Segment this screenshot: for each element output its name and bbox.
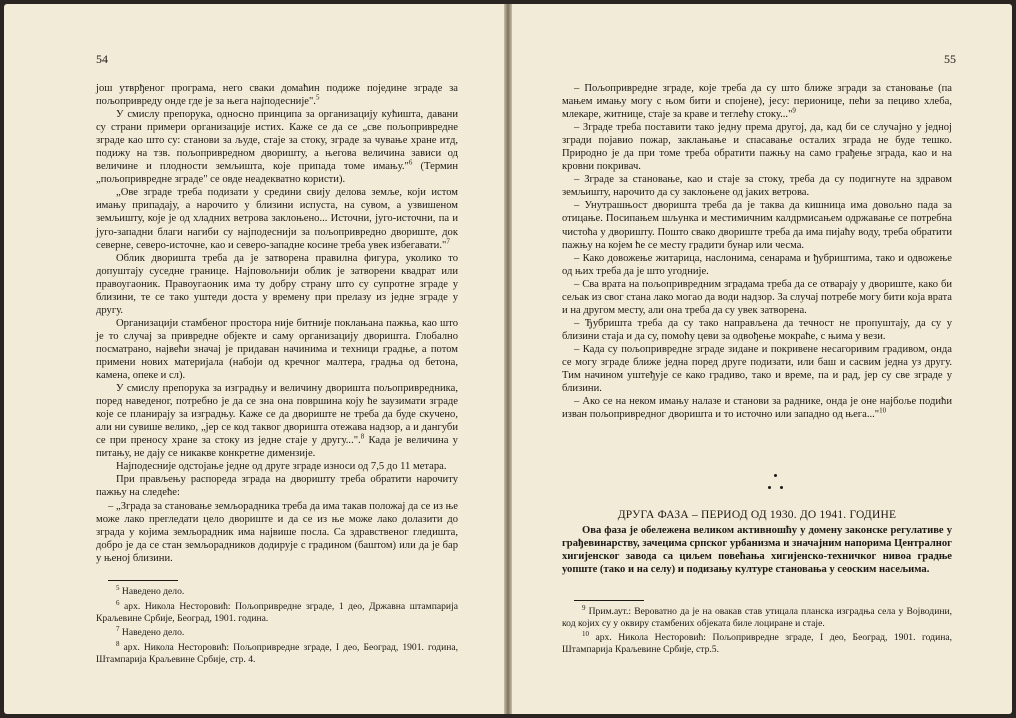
footnote-ref: 7 [446, 237, 450, 246]
paragraph-text: – Зграде за становање, као и стаје за стоку, треба да су подигнуте на здравом земљишту, нарочито да су заклоњене од јаких ветрова. [562, 174, 952, 199]
right-body-text [562, 82, 952, 421]
footnote-ref: 10 [879, 406, 887, 415]
paragraph-text: У смислу препорука за изградњу и величину дворишта пољопривредника, поред наведеног, потребно је да се зна она површина коју ће заузимати зграде које се планирају за изградњу. Каже се да двориште не треба да буде скучено, али ни сувише велико, „јер се код таквог дворишта отежава надзор, а и дангуби се при преносу хране за стоку из једне стаје у другу...". [96, 383, 458, 447]
section-paragraph: Ова фаза је обележена великом активношћу у домену законске регулативе у грађевинарству, зачецима српског урбанизма и значајним напорима Централног хигијенског завода са циљем повећања хигијенско-техничког нивоа градње уопште (тако и на селу) и подизању културе становања у сеоским насељима. [562, 525, 952, 576]
footnote-number: 9 [582, 604, 586, 612]
left-body-text [96, 82, 458, 565]
footnote-rule [108, 580, 178, 581]
right-page [512, 4, 1012, 714]
section-separator-asterism [768, 474, 784, 494]
paragraph-text: – „Зграда за становање земљорадника треба да има такав положај да се из ње може лако прегледати цело двориште и да се из ње може лако долазити до зграда у којима земљорадник има највише посла. Са здравственог гледишта, добро је да се стан земљорадников додирује с градином (баштом) или да је бар у њеној близини. [96, 500, 458, 564]
paragraph-text: Облик дворишта треба да је затворена правилна фигура, уколико то допуштају суседне границе. Најповољнији облик је затворени квадрат или правоугаоник. Правоугаоник има ту добру страну што су супротне зграде у близини, те се тако уштеди доста у времену при прелазу из једне зграде у другу. [96, 252, 458, 316]
paragraph-text: Организацији стамбеног простора није битније поклањана пажња, као што је то случај за привредне објекте и саму организацију дворишта. Глобално посматрано, највећи значај је придаван начинима и техници градње, а потом примени нових материјала (набоји од кречног малтера, градња од бетона, камена, опеке и сл). [96, 317, 458, 382]
section-heading: ДРУГА ФАЗА – ПЕРИОД ОД 1930. ДО 1941. ГОДИНЕ [617, 509, 897, 521]
paragraph [562, 121, 952, 173]
paragraph [96, 108, 458, 186]
paragraph-tail: (Термин „пољопривредне зграде" се овде неадекватно користи). [96, 161, 458, 186]
footnote [96, 639, 458, 665]
footnote [96, 583, 458, 598]
paragraph [562, 199, 952, 251]
footnote-text: Прим.аут.: Вероватно да је на овакав став утицала планска изградња села у Војводини, код којих су у оквиру стамбених објеката биле лоциране и стаје. [562, 606, 952, 629]
right-footnotes [562, 600, 952, 656]
paragraph [562, 278, 952, 317]
footnote-number: 5 [116, 584, 120, 592]
paragraph [562, 343, 952, 395]
paragraph-text: – Сва врата на пољопривредним зградама треба да се отварају у двориште, како би сељак из свог стана лако могао да води надзор. За случај потребе могу бити која врата и на другом месту, али она треба да су увек затворена. [562, 278, 952, 316]
footnote-ref: 5 [315, 93, 320, 102]
paragraph [96, 382, 458, 460]
footnote [96, 624, 458, 639]
page-number-left: 54 [96, 52, 108, 66]
left-page [4, 4, 504, 714]
left-footnotes [96, 580, 458, 665]
paragraph-text: још утврђеног програма, него сваки домаћин подиже поједине зграде за пољопривреду онде где је за њега најподесније". [96, 83, 458, 108]
footnote [562, 629, 952, 655]
footnote-text: Наведено дело. [119, 627, 185, 639]
paragraph [96, 473, 458, 499]
paragraph-text: – Ђубришта треба да су тако направљена да течност не пропуштају, да су у близини стаја и да су, помоћу цеви за одвођење мокраће, с њима у вези. [562, 317, 952, 342]
paragraph-text: У смислу препорука, односно принципа за организацију кућишта, давани су страни примери организације истих. Каже се да се „све пољопривредне зграде као што су: станови за људе, стаје за стоку, зграде за чување хране итд, подижу на тзв. пољопривредном дворишту, а његова величина зависи од величине и плодности земљишта, које припада томе имању." [96, 109, 458, 173]
section-intro [562, 524, 952, 576]
paragraph [96, 500, 458, 565]
paragraph-text: – Ако се на неком имању налазе и станови за раднике, онда је оне најбоље подићи изван пољопривредног дворишта и то источно или западно од њега..." [562, 396, 952, 421]
footnote-text: арх. Никола Несторовић: Пољопривредне зграде, I део, Београд, 1901. година, Штампарија Краљевине Србије, стр. 4. [96, 642, 458, 665]
paragraph [562, 317, 952, 343]
paragraph-text: – Како довожење житарица, наслонима, сенарама и ђубриштима, тако и одвожење од њих треба да је што угодније. [562, 252, 952, 277]
footnote-ref: 8 [360, 432, 365, 441]
footnote [96, 598, 458, 624]
footnote-text: Наведено дело. [119, 586, 185, 598]
paragraph [562, 395, 952, 421]
footnote-ref: 9 [792, 106, 796, 115]
paragraph [96, 82, 458, 108]
footnote [562, 603, 952, 629]
paragraph [562, 252, 952, 278]
paragraph [96, 317, 458, 382]
book-gutter [504, 4, 512, 714]
paragraph-text: – Унутрашњост дворишта треба да је таква да кишница има довољно пада за отицање. Посипањем шљунка и местимичним калдрмисањем одржавање се потребна чистоћа у дворишту. Пошто свако двориште треба да има пијаћу воду, треба обратити пажњу на којем ће се месту градити бунар или чесма. [562, 200, 952, 251]
footnote-number: 7 [116, 625, 120, 634]
paragraph [96, 460, 458, 473]
footnote-text: арх. Никола Несторовић: Пољопривредне зграде, I део, Београд, 1901. година, Штампарија Краљевине Србије, стр.5. [562, 632, 952, 656]
paragraph-text: При прављењу распореда зграда на дворишту треба обратити нарочиту пажњу на следеће: [96, 474, 458, 499]
paragraph-text: „Ове зграде треба подизати у средини свију делова земље, који истом имању припадају, а нарочито у близини испуста, на сувом, а узвишеном земљишту, које је од хладних ветрова заклоњено... Источни, југо-источни, па и југо-западни благи нагиби су најподеснији за пољопривредно двориште, док северне, северо-источне, као и северо-западне косине треба увек избегавати." [96, 187, 458, 251]
footnote-rule [574, 600, 644, 601]
footnote-number: 6 [116, 598, 120, 607]
footnote-number: 10 [582, 630, 589, 639]
paragraph-text: – Пољопривредне зграде, које треба да су што ближе згради за становање (па мањем имању могу с њом бити и спојене), јесу: перионице, пећи за пецивo хлеба, млекаре, житнице, стаје за краве и теглећу стоку..." [562, 83, 952, 121]
paragraph [562, 82, 952, 121]
paragraph [96, 186, 458, 251]
paragraph-text: Најподесније одстојање једне од друге зграде износи од 7,5 до 11 метара. [116, 461, 447, 473]
page-number-right: 55 [944, 52, 956, 66]
footnote-number: 8 [116, 639, 120, 648]
paragraph [562, 173, 952, 199]
footnote-ref: 6 [408, 158, 413, 167]
footnote-text: арх. Никола Несторовић: Пољопривредне зграде, 1 део, Државна штампарија Краљевине Србије, Београд, 1901. година. [96, 600, 458, 624]
paragraph [96, 252, 458, 317]
paragraph-tail: Када је величина у питању, не дају се никакве конкретне димензије. [96, 435, 458, 460]
paragraph-text: – Зграде треба поставити тако једну према другој, да, кад би се случајно у једној згради појавио пожар, заклањање и спасавање осталих зграда не буде тешко. Природно је да при томе треба обратити пажњу на само грађење зграда, као и на кровни покривач. [562, 122, 952, 173]
paragraph-text: – Када су пољопривредне зграде зидане и покривене несагоривим градивом, онда се могу зграде ближе једна поред друге подизати, или баш и сасвим једна уз другу. Тим начином уштеђује се како градиво, тако и време, па и рад, јер су све зграде у близини. [562, 343, 952, 395]
